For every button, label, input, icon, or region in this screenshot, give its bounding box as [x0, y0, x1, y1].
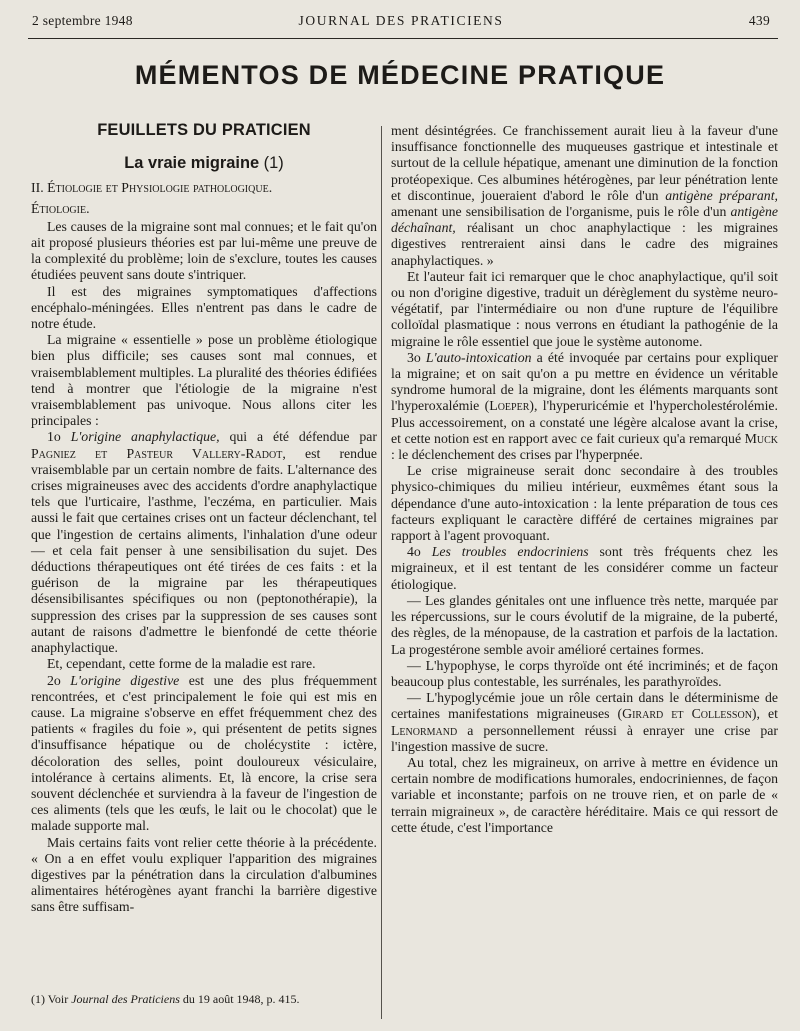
author-name: Loeper	[489, 398, 530, 414]
page-title: MÉMENTOS DE MÉDECINE PRATIQUE	[134, 60, 666, 90]
emphasis: antigène préparant,	[665, 187, 778, 203]
item-number: 2o	[47, 672, 61, 688]
item-number: 3o	[407, 349, 421, 365]
paragraph: — Les glandes génitales ont une influence très nette, marquée par les répercussions, sur le cours évolutif de la migraine, de la puberté, des règles, de la ménopause, de la castration et parfois de la lactation. La progestérone semble avoir amélioré certaines formes.	[391, 592, 778, 657]
text-run: du 19 août 1948, p. 415.	[179, 992, 300, 1006]
article-title-text: La vraie migraine	[124, 154, 260, 173]
paragraph: Et l'auteur fait ici remarquer que le choc anaphylactique, qu'il soit ou non d'origine digestive, traduit un dérèglement du système neuro-végétatif, par l'intermédiaire ou non d'une rupture de l'équilibre colloïdal plasmatique : nous verrons en étudiant la pathogénie de la migraine le rôle essentiel que joue le système autonome.	[391, 268, 778, 349]
section-heading: II. Étiologie et Physiologie pathologique.	[31, 180, 273, 196]
author-name: Muck	[744, 430, 778, 446]
author-name: Lenormand	[391, 722, 458, 738]
paragraph: Les causes de la migraine sont mal connues; et le fait qu'on ait proposé plusieurs théories est par lui-même une preuve de la complexité du problème; loin de s'exclure, toutes les causes étudiées peuvent sans doute s'intriquer.	[31, 218, 377, 283]
emphasis: Journal des Praticiens	[71, 992, 180, 1006]
text-run: : le déclenchement des crises par l'hyperpnée.	[391, 447, 643, 463]
column-divider	[381, 126, 382, 1019]
text-run: ment désintégrées. Ce franchissement aurait lieu à la faveur d'une insuffisance fonctionnelle des muqueuses gastrique et intestinale et surtout de la cellule hépatique, amenant une diminution de la fonction protéopexique. Ces albumines hétérogènes, par leur pénétration lente et discontinue, joueraient d'abord le rôle d'un	[391, 123, 778, 203]
text-run: (1) Voir	[31, 992, 72, 1006]
text-run: ), et	[751, 706, 779, 722]
text-run: amenant une sensibilisation de l'organisme, puis le rôle d'un	[391, 204, 731, 220]
emphasis: L'origine anaphylactique,	[70, 429, 220, 445]
paragraph: Il est des migraines symptomatiques d'affections encéphalo-méningées. Elles n'entrent pas dans le cadre de notre étude.	[31, 283, 377, 332]
paragraph	[391, 544, 778, 593]
item-number: 1o	[47, 429, 61, 445]
emphasis: L'auto-intoxication	[425, 349, 532, 365]
text-run: sont très fréquents chez les migraineux, et il est tentant de les considérer comme un facteur étiologique.	[391, 544, 778, 592]
paragraph	[391, 690, 778, 755]
header-journal-name: JOURNAL DES PRATICIENS	[298, 13, 504, 28]
text-run: a été invoquée par certains pour expliquer la migraine; et on sait qu'on a pu mettre en évidence un véritable syndrome humoral de la migraine, dont les éléments marquants sont l'hyperoxalémie (	[391, 349, 778, 414]
paragraph: Mais certains faits vont relier cette théorie à la précédente. « On a en effet voulu expliquer l'apparition des migraines digestives par la pénétration dans la circulation d'albumines alimentaires hétérogènes ayant franchi la barrière digestive sans être suffisam-	[31, 834, 377, 915]
rubric-heading: FEUILLETS DU PRATICIEN	[97, 121, 311, 139]
item-number: 4o	[407, 544, 421, 560]
header-date: 2 septembre 1948	[32, 13, 133, 28]
header-page-number: 439	[748, 13, 770, 28]
paragraph: Le crise migraineuse serait donc secondaire à des troubles physico-chimiques du milieu intérieur, euxmêmes étant sous la dépendance d'une auto-intoxication : la lente préparation de tous ces facteurs expliquant le caractère différé de certaines migraines par rapport à l'agent provoquant.	[391, 463, 778, 544]
footnote	[31, 992, 377, 1007]
paragraph	[31, 673, 377, 835]
text-run: ), l'hyperuricémie et l'hypercholestérolémie. Plus accessoirement, on a constaté une légère alcalose avant la crise, et cette notion est en rapport avec ce fait curieux qu'a remarqué	[391, 398, 778, 446]
text-run: est rendue vraisemblable par un certain nombre de faits. L'alternance des crises migraineuses avec des accidents d'ordre anaphylactique tels que l'urticaire, l'asthme, l'eczéma, en particulier. Mais aussi le fait que certaines crises ont un facteur déclenchant, tel que l'ingestion de certains aliments, l'inhalation d'une odeur — et cela fait penser à une sensibilisation du sujet. Des déductions thérapeutiques ont été tirées de ces faits : et la guérison de la migraine par les thérapeutiques désensibilisantes spécifiques ou non (peptonothérapie), la suppression des crises par la suppression de ses causes sont autant de raisons d'admettre le bienfondé de cette théorie anaphylactique.	[31, 445, 377, 656]
author-names: Girard et Collesson	[622, 706, 752, 722]
sub-heading: Étiologie.	[31, 200, 90, 216]
header-rule	[28, 38, 778, 39]
left-column	[31, 121, 377, 916]
emphasis: Les troubles endocriniens	[431, 544, 589, 560]
right-column	[391, 123, 778, 836]
paragraph	[391, 350, 778, 463]
paragraph: Et, cependant, cette forme de la maladie est rare.	[47, 656, 316, 672]
text-run: est une des plus fréquemment rencontrées, et c'est principalement le foie qui est mis en cause. La migraine s'observe en effet fréquemment chez des patients « fragiles du foie », qui présentent de petits signes d'insuffisance hépatique ou de cholécystite : ictère, décoloration des selles, point douloureux vésiculaire, intolérance à certains aliments. Et, là encore, la crise sera souvent déclenchée et surviendra à la faveur de l'ingestion de ces aliments (tels que les œufs, le lait ou le chocolat) que le malade supporte mal.	[31, 672, 377, 834]
emphasis: L'origine digestive	[70, 672, 180, 688]
paragraph	[391, 123, 778, 269]
text-run: réalisant un choc anaphylactique : les migraines digestives rentreraient ainsi dans le cadre des migraines anaphylactiques. »	[391, 220, 778, 268]
article-title	[31, 155, 377, 171]
paragraph: La migraine « essentielle » pose un problème étiologique bien plus difficile; ses causes sont mal connues, et vraisemblablement multiples. La pluralité des théories édifiées tend à montrer que l'étiologie de la migraine n'est vraisemblablement pas univoque. Nous allons citer les principales :	[31, 332, 377, 429]
running-header	[30, 13, 772, 35]
emphasis: antigène déchaînant,	[391, 204, 778, 236]
text-run: qui a été défendue par	[219, 429, 377, 445]
paragraph	[31, 429, 377, 656]
paragraph: — L'hypophyse, le corps thyroïde ont été incriminés; et de façon beaucoup plus contestable, les surrénales, les parathyroïdes.	[391, 657, 778, 689]
paragraph: Au total, chez les migraineux, on arrive à mettre en évidence un certain nombre de modifications humorales, endocriniennes, de façon variable et inconstante; parfois on ne trouve rien, et on parle de « terrain migraineux », de caractère héréditaire. Mais ce qui ressort de cette étude, c'est l'importance	[391, 754, 778, 835]
text-run: — L'hypoglycémie joue un rôle certain dans le déterminisme de certaines manifestations migraineuses (	[391, 690, 778, 722]
text-run: a personnellement réussi à enrayer une crise par l'ingestion massive de sucre.	[391, 722, 778, 754]
author-names: Pagniez et Pasteur Vallery-Radot,	[31, 445, 286, 461]
footnote-reference: (1)	[263, 154, 284, 173]
